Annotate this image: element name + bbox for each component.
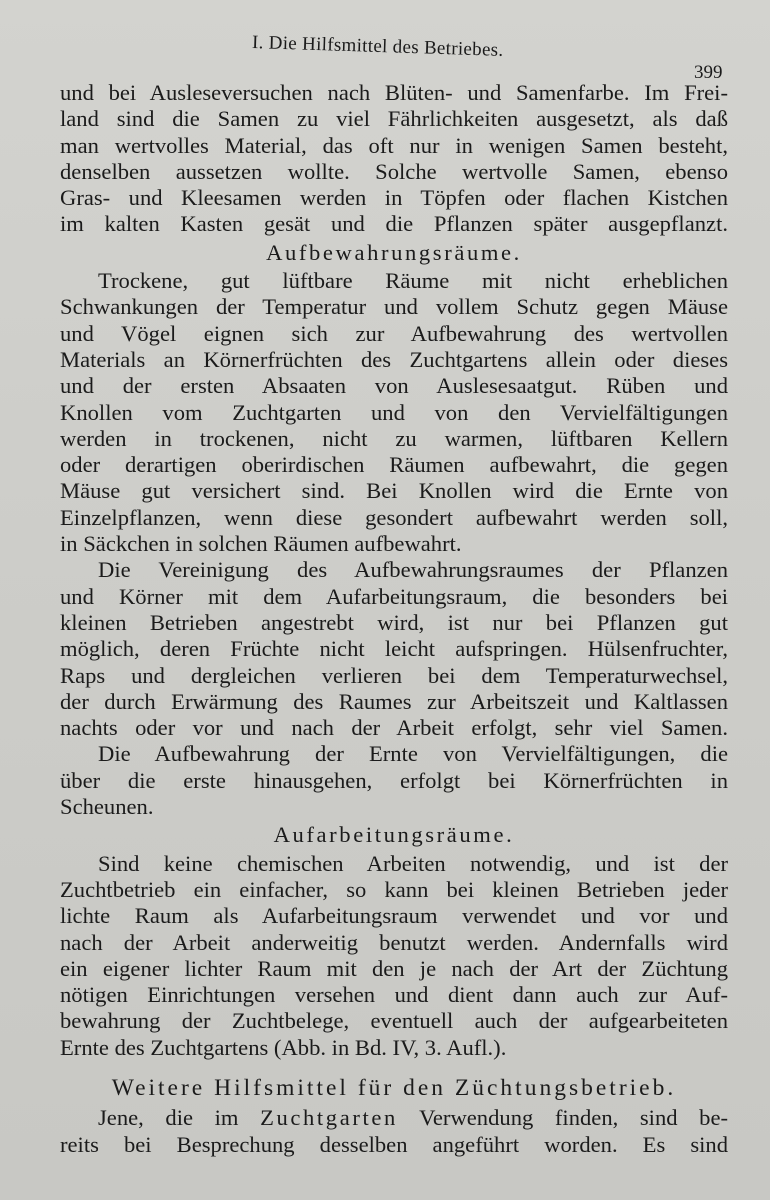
text-line: und der ersten Absaaten von Auslesesaatgut. Rüben und [60, 373, 728, 399]
text-line: und bei Ausleseversuchen nach Blüten- und Samenfarbe. Im Frei- [60, 80, 728, 105]
text-line: Ernte des Zuchtgartens (Abb. in Bd. IV, 3. Aufl.). [60, 1034, 507, 1060]
text-line: nötigen Einrichtungen versehen und dient dann auch zur Auf- [60, 982, 728, 1008]
text-line: Einzelpflanzen, wenn diese gesondert aufbewahrt werden soll, [60, 504, 728, 530]
paragraph-processing-rooms [60, 851, 728, 1061]
section-heading-processing-rooms: Aufarbeitungsräume. [273, 822, 515, 848]
text-line: man wertvolles Material, das oft nur in wenigen Samen besteht, [60, 132, 728, 158]
text-line [60, 1105, 728, 1131]
text-line: Trockene, gut lüftbare Räume mit nicht erheblichen [98, 268, 728, 294]
text-line: Schwankungen der Temperatur und vollem Schutz gegen Mäuse [60, 294, 728, 320]
paragraph-seed-sowing [60, 80, 728, 238]
text-fragment: Jene, die im [98, 1105, 239, 1131]
body-text [60, 80, 728, 1158]
text-line: werden in trockenen, nicht zu warmen, lüftbaren Kellern [60, 425, 728, 451]
text-line: Materials an Körnerfrüchten des Zuchtgartens allein oder dieses [60, 346, 728, 372]
paragraph-combined-rooms [60, 557, 728, 741]
paragraph-harvest-storage [60, 741, 728, 820]
text-line: Knollen vom Zuchtgarten und von den Vervielfältigungen [60, 399, 728, 425]
text-line: bewahrung der Zuchtbelege, eventuell auch der aufgearbeiteten [60, 1008, 728, 1034]
text-line: nachts oder vor und nach der Arbeit erfolgt, sehr viel Samen. [60, 715, 728, 741]
text-line: Die Vereinigung des Aufbewahrungsraumes der Pflanzen [98, 557, 728, 583]
text-fragment: Verwendung finden, sind be- [419, 1105, 729, 1131]
text-line: lichte Raum als Aufarbeitungsraum verwendet und vor und [60, 903, 728, 929]
text-line: Raps und dergleichen verlieren bei dem Temperaturwechsel, [60, 662, 728, 688]
section-heading-further-aids: Weitere Hilfsmittel für den Züchtungsbetrieb. [111, 1074, 677, 1101]
text-line: Die Aufbewahrung der Ernte von Vervielfältigungen, die [98, 741, 728, 767]
text-line: reits bei Besprechung desselben angeführt worden. Es sind [60, 1131, 728, 1157]
text-line: Gras- und Kleesamen werden in Töpfen oder flachen Kistchen [60, 185, 728, 211]
text-line: möglich, deren Früchte nicht leicht aufspringen. Hülsenfruchter, [60, 636, 728, 662]
paragraph-storage-conditions [60, 268, 728, 557]
text-line: ein eigener lichter Raum mit den je nach der Art der Züchtung [60, 955, 728, 981]
emphasized-term: Zuchtgarten [260, 1105, 398, 1131]
text-line: Zuchtbetrieb ein einfacher, so kann bei kleinen Betrieben jeder [60, 876, 728, 902]
text-line: Mäuse gut versichert sind. Bei Knollen wird die Ernte von [60, 478, 728, 504]
text-line: und Vögel eignen sich zur Aufbewahrung des wertvollen [60, 320, 728, 346]
text-line: der durch Erwärmung des Raumes zur Arbeitszeit und Kaltlassen [60, 688, 728, 714]
text-line: nach der Arbeit anderweitig benutzt werden. Andernfalls wird [60, 929, 728, 955]
text-line: kleinen Betrieben angestrebt wird, ist nur bei Pflanzen gut [60, 609, 728, 635]
section-heading-storage-rooms: Aufbewahrungsräume. [266, 239, 522, 265]
paragraph-further-aids [60, 1105, 728, 1158]
text-line: im kalten Kasten gesät und die Pflanzen später ausgepflanzt. [60, 211, 728, 237]
text-line: land sind die Samen zu viel Fährlichkeiten ausgesetzt, als daß [60, 106, 728, 132]
text-line: Sind keine chemischen Arbeiten notwendig, und ist der [98, 850, 728, 876]
text-line: denselben aussetzen wollte. Solche wertvolle Samen, ebenso [60, 158, 728, 184]
text-line: oder derartigen oberirdischen Räumen aufbewahrt, die gegen [60, 452, 728, 478]
text-line: und Körner mit dem Aufarbeitungsraum, die besonders bei [60, 583, 728, 609]
text-line: Scheunen. [60, 794, 154, 820]
page-number: 399 [694, 62, 723, 83]
running-title: I. Die Hilfsmittel des Betriebes. [251, 32, 504, 61]
text-line: in Säckchen in solchen Räumen aufbewahrt. [60, 531, 462, 557]
text-line: über die erste hinausgehen, erfolgt bei Körnerfrüchten in [60, 767, 728, 793]
